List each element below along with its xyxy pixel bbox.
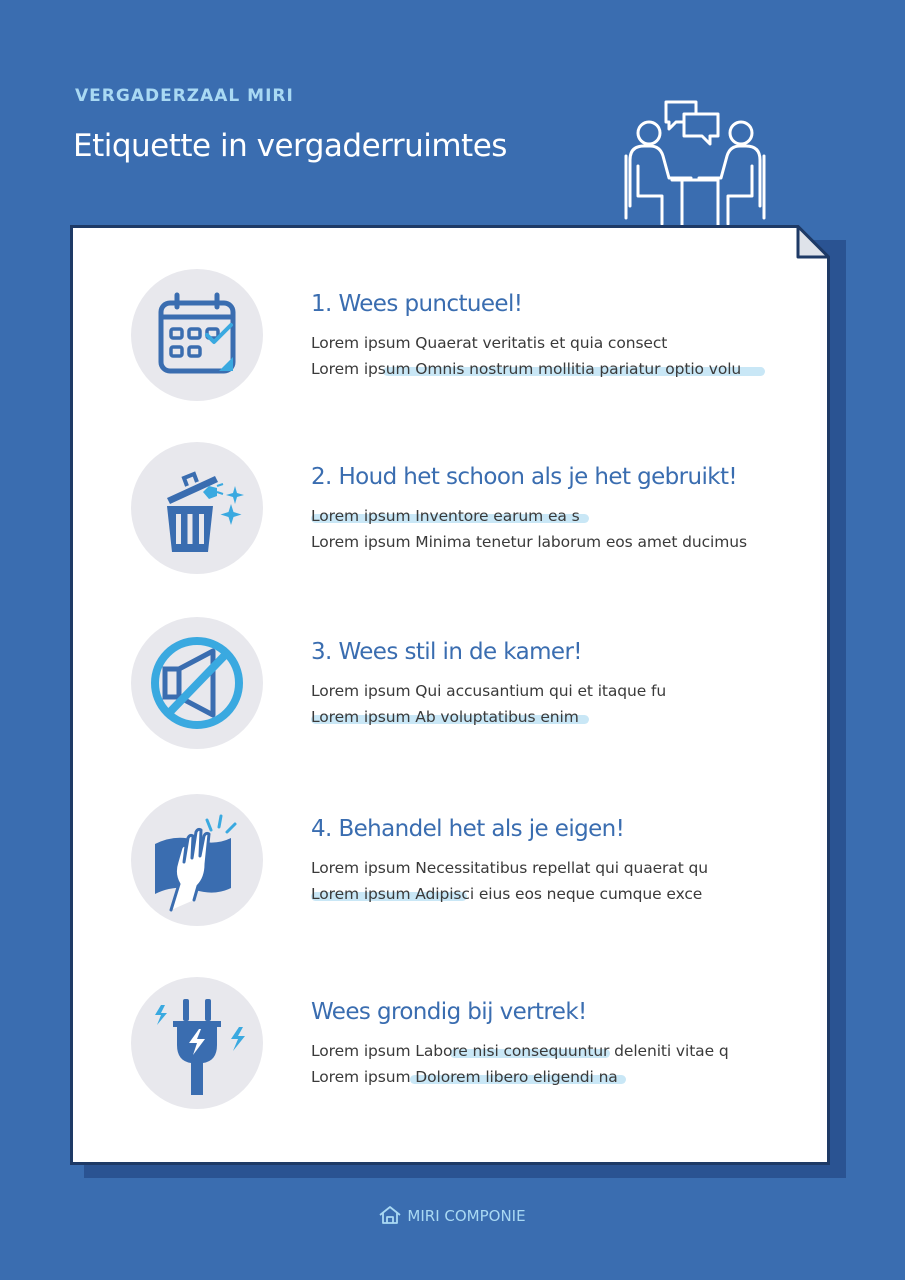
no-speaker-icon <box>131 617 263 749</box>
house-icon <box>379 1206 401 1224</box>
rule-title: 1. Wees punctueel! <box>311 291 523 317</box>
footer-brand <box>0 1206 905 1225</box>
plug-icon <box>131 977 263 1109</box>
rule-text-line: Lorem ipsum Qui accusantium qui et itaque fu <box>311 682 667 700</box>
rule-title: Wees grondig bij vertrek! <box>311 999 587 1025</box>
rule-text-line: Lorem ipsum Dolorem libero eligendi na <box>311 1068 618 1086</box>
rules-sheet <box>70 225 830 1165</box>
page-title: Etiquette in vergaderruimtes <box>73 128 507 164</box>
rule-item-2 <box>70 442 830 572</box>
meeting-people-icon <box>620 96 770 228</box>
rule-item-3 <box>70 617 830 747</box>
rule-text-line: Lorem ipsum Inventore earum ea s <box>311 507 580 525</box>
footer-label: MIRI COMPONIE <box>407 1207 526 1225</box>
rule-text-line: Lorem ipsum Omnis nostrum mollitia pariatur optio volu <box>311 360 742 378</box>
rule-item-1 <box>70 269 830 399</box>
page-subtitle: VERGADERZAAL MIRI <box>75 86 294 106</box>
rule-item-5 <box>70 977 830 1107</box>
rule-title: 3. Wees stil in de kamer! <box>311 639 582 665</box>
calendar-check-icon <box>131 269 263 401</box>
rule-text-line: Lorem ipsum Necessitatibus repellat qui quaerat qu <box>311 859 708 877</box>
trash-bin-icon <box>131 442 263 574</box>
rule-text-line: Lorem ipsum Adipisci eius eos neque cumque exce <box>311 885 703 903</box>
rule-text-line: Lorem ipsum Labore nisi consequuntur deleniti vitae q <box>311 1042 729 1060</box>
rule-text-line: Lorem ipsum Ab voluptatibus enim <box>311 708 579 726</box>
hand-wipe-icon <box>131 794 263 926</box>
rule-title: 2. Houd het schoon als je het gebruikt! <box>311 464 738 490</box>
rule-title: 4. Behandel het als je eigen! <box>311 816 625 842</box>
rule-text-line: Lorem ipsum Minima tenetur laborum eos amet ducimus <box>311 533 747 551</box>
rule-item-4 <box>70 794 830 924</box>
rule-text-line: Lorem ipsum Quaerat veritatis et quia consect <box>311 334 668 352</box>
